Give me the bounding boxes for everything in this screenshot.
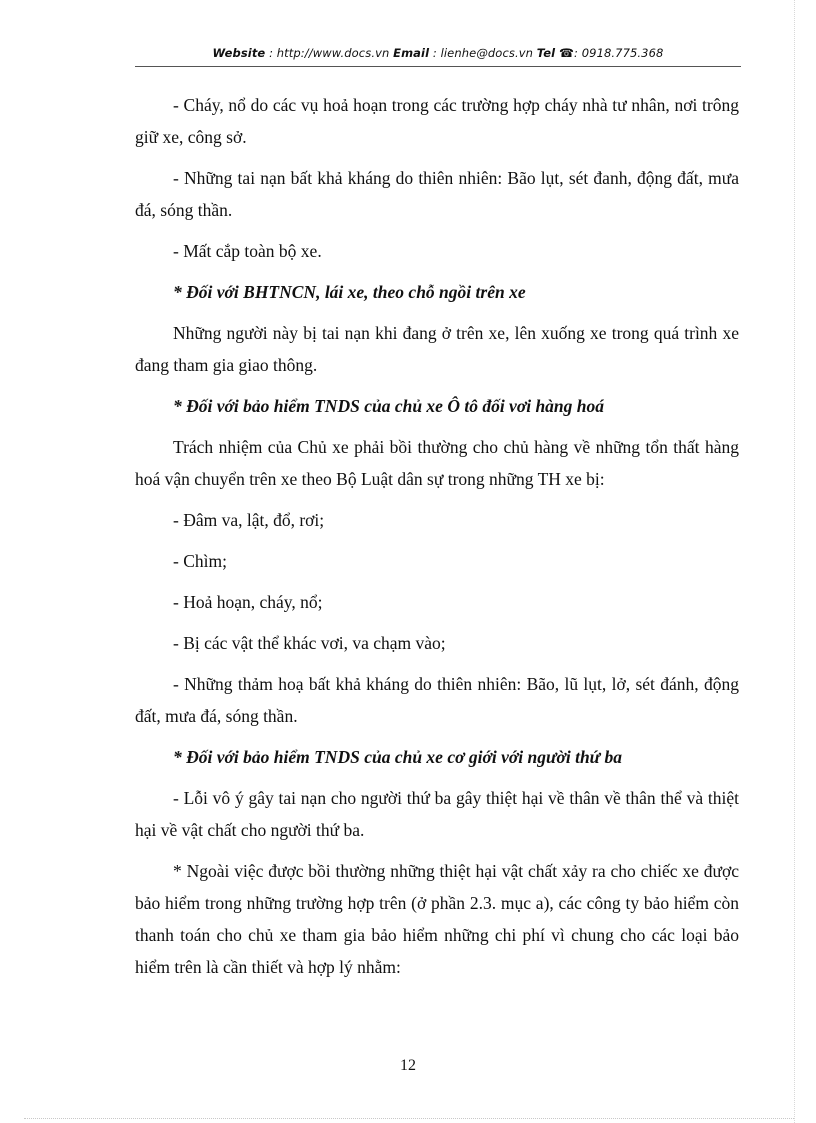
email-label: Email — [393, 46, 430, 60]
paragraph-natural-disaster: - Những tai nạn bất khả kháng do thiên nhiên: Bão lụt, sét đanh, động đất, mưa đá, sóng thần. — [135, 168, 739, 220]
heading-cargo-liability: * Đối với bảo hiểm TNDS của chủ xe Ô tô đối vơi hàng hoá — [173, 396, 605, 416]
paragraph-passengers: Những người này bị tai nạn khi đang ở trên xe, lên xuống xe trong quá trình xe đang tham gia giao thông. — [135, 323, 739, 375]
tel-value: : 0918.775.368 — [574, 46, 664, 60]
phone-icon: ☎ — [558, 46, 575, 60]
document-body — [135, 89, 739, 992]
heading-personal-accident: * Đối với BHTNCN, lái xe, theo chỗ ngồi trên xe — [173, 282, 526, 302]
paragraph-third-party-fault: - Lỗi vô ý gây tai nạn cho người thứ ba gây thiệt hại về thân về thân thể và thiệt hại về vật chất cho người thứ ba. — [135, 788, 739, 840]
paragraph-fire: - Cháy, nổ do các vụ hoả hoạn trong các trường hợp cháy nhà tư nhân, nơi trông giữ xe, công sở. — [135, 95, 739, 147]
paragraph-owner-responsibility: Trách nhiệm của Chủ xe phải bồi thường cho chủ hàng về những tổn thất hàng hoá vận chuyển trên xe theo Bộ Luật dân sự trong những TH xe bị: — [135, 437, 739, 489]
page-number: 12 — [400, 1057, 416, 1074]
paragraph-fire-cargo: - Hoả hoạn, cháy, nổ; — [173, 592, 323, 612]
heading-third-party: * Đối với bảo hiểm TNDS của chủ xe cơ giới với người thứ ba — [173, 747, 623, 767]
paragraph-sinking: - Chìm; — [173, 551, 227, 571]
website-label: Website — [212, 46, 266, 60]
paragraph-theft: - Mất cắp toàn bộ xe. — [173, 241, 322, 261]
paragraph-catastrophe: - Những thảm hoạ bất khả kháng do thiên nhiên: Bão, lũ lụt, lở, sét đánh, động đất, mưa đá, sóng thần. — [135, 674, 739, 726]
paragraph-additional-costs: * Ngoài việc được bồi thường những thiệt hại vật chất xảy ra cho chiếc xe được bảo hiểm trong những trường hợp trên (ở phần 2.3. mục a), các công ty bảo hiểm còn thanh toán cho chủ xe tham gia bảo hiểm những chi phí vì chung cho các loại bảo hiểm trên là cần thiết và hợp lý nhằm: — [135, 861, 739, 977]
page-header — [135, 46, 741, 66]
header-rule — [135, 66, 741, 67]
email-value: : lienhe@docs.vn — [429, 46, 537, 60]
side-dotted-border — [794, 0, 795, 1123]
paragraph-collision: - Đâm va, lật, đổ, rơi; — [173, 510, 325, 530]
footer-dotted-border — [24, 1118, 794, 1119]
paragraph-impact: - Bị các vật thể khác vơi, va chạm vào; — [173, 633, 446, 653]
website-value: : http://www.docs.vn — [265, 46, 394, 60]
tel-label: Tel — [536, 46, 556, 60]
